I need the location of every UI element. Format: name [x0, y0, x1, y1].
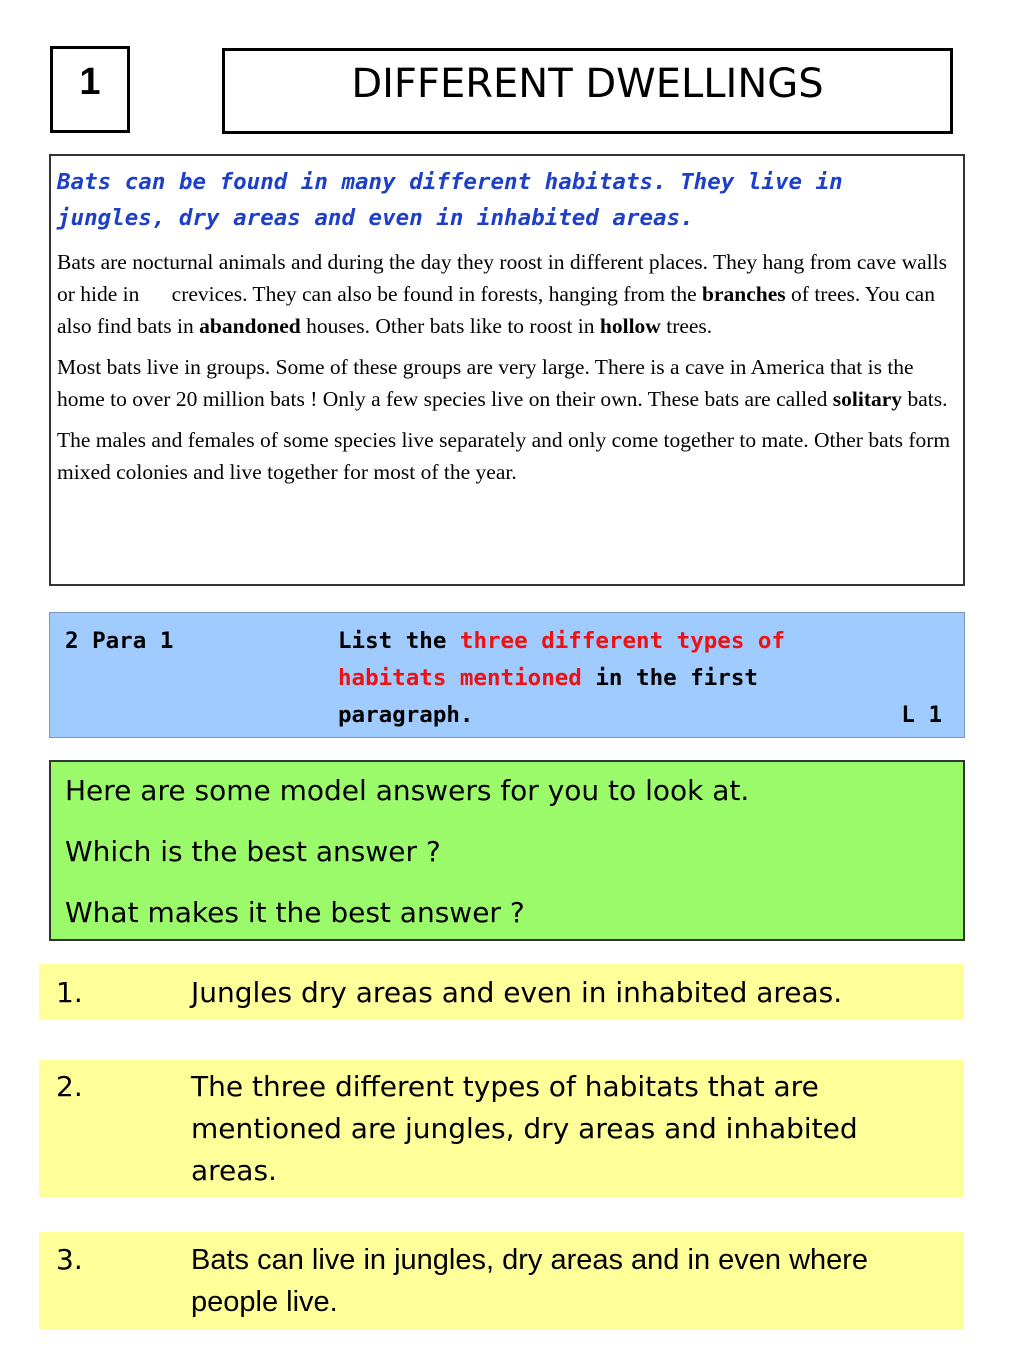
prompt-line-2: Which is the best answer ? — [65, 835, 441, 868]
passage-paragraph-2 — [57, 351, 953, 415]
prompt-line-1: Here are some model answers for you to look at. — [65, 774, 750, 807]
model-answer-2 — [39, 1060, 964, 1197]
answer-text: The three different types of habitats that are mentioned are jungles, dry areas and inhabited areas. — [191, 1070, 858, 1187]
keyword-branches: branches — [702, 282, 786, 306]
model-answer-1 — [39, 964, 964, 1020]
section-number — [50, 46, 130, 133]
question-box — [49, 612, 965, 738]
answer-number: 3. — [56, 1243, 83, 1276]
passage-text: Bats are nocturnal animals and during the day they roost in different places. They hang from cave walls or hide in crevices. They can also be found in forests, hanging from the — [57, 250, 947, 306]
section-number-text: 1 — [79, 61, 101, 103]
page-title — [222, 48, 953, 134]
keyword-hollow: hollow — [599, 314, 661, 338]
question-text — [338, 623, 898, 734]
model-answers-prompt — [49, 760, 965, 941]
passage-text: trees. — [660, 314, 713, 338]
answer-text: Jungles dry areas and even in inhabited areas. — [191, 976, 843, 1009]
passage-text: of trees. You can also find bats in — [57, 282, 935, 338]
model-answer-3 — [39, 1232, 964, 1329]
passage-paragraph-3: The males and females of some species live separately and only come together to mate. Other bats form mixed colonies and live together for most of the year. — [57, 428, 951, 484]
question-highlight: three different types of habitats mentioned — [338, 628, 786, 691]
keyword-abandoned: abandoned — [199, 314, 301, 338]
passage-intro: Bats can be found in many different habitats. They live in jungles, dry areas and even in inhabited areas. — [57, 169, 843, 231]
page-title-text: DIFFERENT DWELLINGS — [351, 61, 824, 107]
passage-text: houses. Other bats like to roost in — [300, 314, 600, 338]
prompt-line-3: What makes it the best answer ? — [65, 896, 525, 929]
passage-text: Most bats live in groups. Some of these groups are very large. There is a cave in America that is the home to over 20 million bats ! Only a few species live on their own. These bats are called — [57, 355, 914, 411]
question-label: 2 Para 1 — [65, 628, 174, 654]
passage-text: bats. — [902, 387, 948, 411]
keyword-solitary: solitary — [832, 387, 903, 411]
question-text-b: in the first paragraph. — [338, 665, 758, 728]
answer-number: 2. — [56, 1070, 83, 1103]
passage-paragraph-1 — [57, 246, 953, 342]
reading-passage — [49, 154, 965, 586]
answer-number: 1. — [56, 976, 83, 1009]
answer-text: Bats can live in jungles, dry areas and in even where people live. — [191, 1244, 869, 1318]
question-text-a: List the — [338, 628, 460, 654]
question-level: L 1 — [901, 702, 942, 728]
